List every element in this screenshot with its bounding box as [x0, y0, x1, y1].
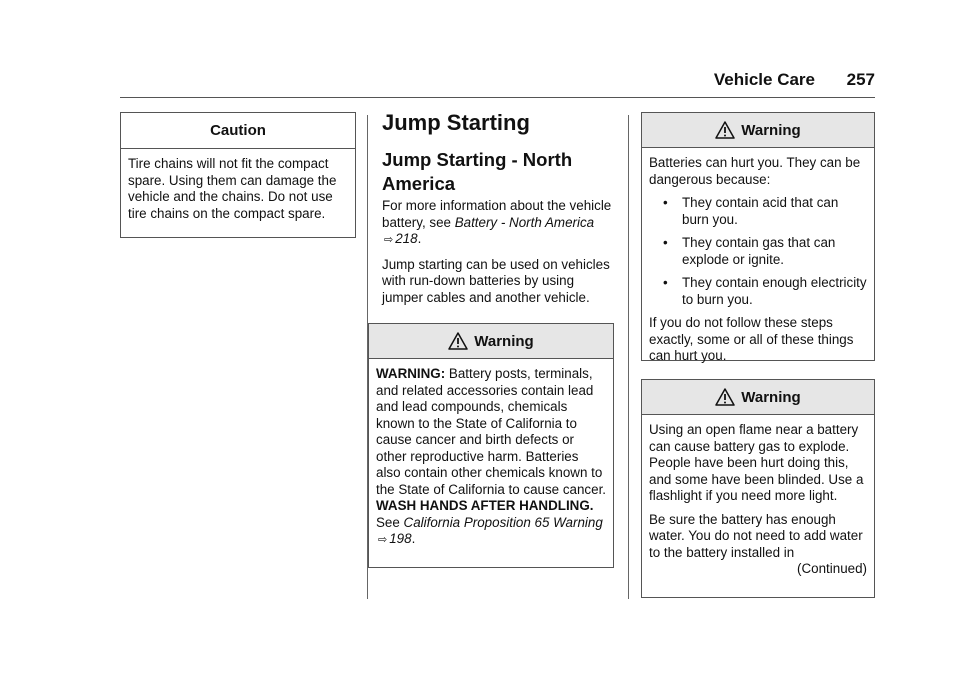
- section-subtitle: Jump Starting - North America: [382, 149, 573, 194]
- bullet: •: [663, 235, 668, 250]
- prop65-page[interactable]: 198: [389, 531, 412, 546]
- warning-triangle-icon: [448, 332, 468, 350]
- warning-triangle-icon: [715, 388, 735, 406]
- warning-header: [642, 113, 874, 148]
- caution-text: Tire chains will not fit the compact spare. Using them can damage the vehicle and the chains. Do not use tire chains on the compact spare.: [128, 156, 337, 221]
- warning-intro: Batteries can hurt you. They can be dangerous because:: [649, 155, 861, 187]
- page-header: [120, 70, 875, 98]
- warning-body: [642, 148, 874, 378]
- warning-label: WARNING:: [376, 366, 446, 381]
- middle-body: [382, 198, 614, 314]
- hazard-list: [649, 195, 867, 308]
- warning-header: [369, 324, 613, 359]
- list-item: • They contain acid that can burn you.: [663, 195, 839, 227]
- continued-label: (Continued): [797, 561, 867, 576]
- warning-title: Warning: [474, 332, 534, 350]
- column-divider-right: [628, 115, 629, 599]
- wash-hands-text: WASH HANDS AFTER HANDLING.: [376, 498, 594, 513]
- prop65-link[interactable]: California Proposition 65 Warning: [403, 514, 603, 530]
- section-title: Vehicle Care: [713, 70, 815, 89]
- warning-triangle-icon: [715, 121, 735, 139]
- page-reference-icon: ⇨: [384, 234, 394, 246]
- warning-title: Warning: [741, 388, 801, 406]
- list-item: • They contain enough electricity to burn you.: [663, 275, 867, 307]
- header-rule: [120, 97, 875, 98]
- battery-link[interactable]: Battery - North America: [454, 214, 595, 230]
- warning-header: [642, 380, 874, 415]
- warning-box-open-flame: [641, 379, 875, 598]
- bullet: •: [663, 275, 668, 290]
- jump-start-paragraph: Jump starting can be used on vehicles with run-down batteries by using jumper cables and another vehicle.: [382, 256, 610, 305]
- bullet: •: [663, 195, 668, 210]
- list-item: • They contain gas that can explode or ignite.: [663, 235, 836, 267]
- page-reference-icon: ⇨: [378, 534, 388, 546]
- warning-outro: If you do not follow these steps exactly, some or all of these things can hurt you.: [649, 315, 854, 363]
- caution-box: [120, 112, 356, 238]
- page-title: Jump Starting: [382, 110, 530, 135]
- warning-title: Warning: [741, 121, 801, 139]
- open-flame-paragraph: Using an open flame near a battery can cause battery gas to explode. People have been hurt doing this, and some have been blinded. Use a flashlight if you need more light.: [649, 422, 864, 503]
- battery-page[interactable]: 218: [395, 231, 418, 246]
- caution-title: Caution: [121, 113, 355, 149]
- battery-reference-paragraph: For more information about the vehicle battery, see Battery - North America ⇨ 218.: [382, 198, 612, 246]
- warning-body: [642, 415, 874, 584]
- warning-body: WARNING: Battery posts, terminals, and related accessories contain lead and lead compounds, chemicals known to the State of California to cause cancer and birth defects or other reproductive harm. Batteries also contain other chemicals known to the State of California to cause cancer. WASH HANDS AFTER HANDLING. See California Proposition 65 Warning ⇨ 198.: [376, 366, 607, 546]
- page-number: 257: [846, 70, 875, 89]
- warning-box-prop65: [368, 323, 614, 568]
- warning-box-battery-hazards: [641, 112, 875, 361]
- battery-water-paragraph: Be sure the battery has enough water. You do not need to add water to the battery installed in: [649, 511, 863, 560]
